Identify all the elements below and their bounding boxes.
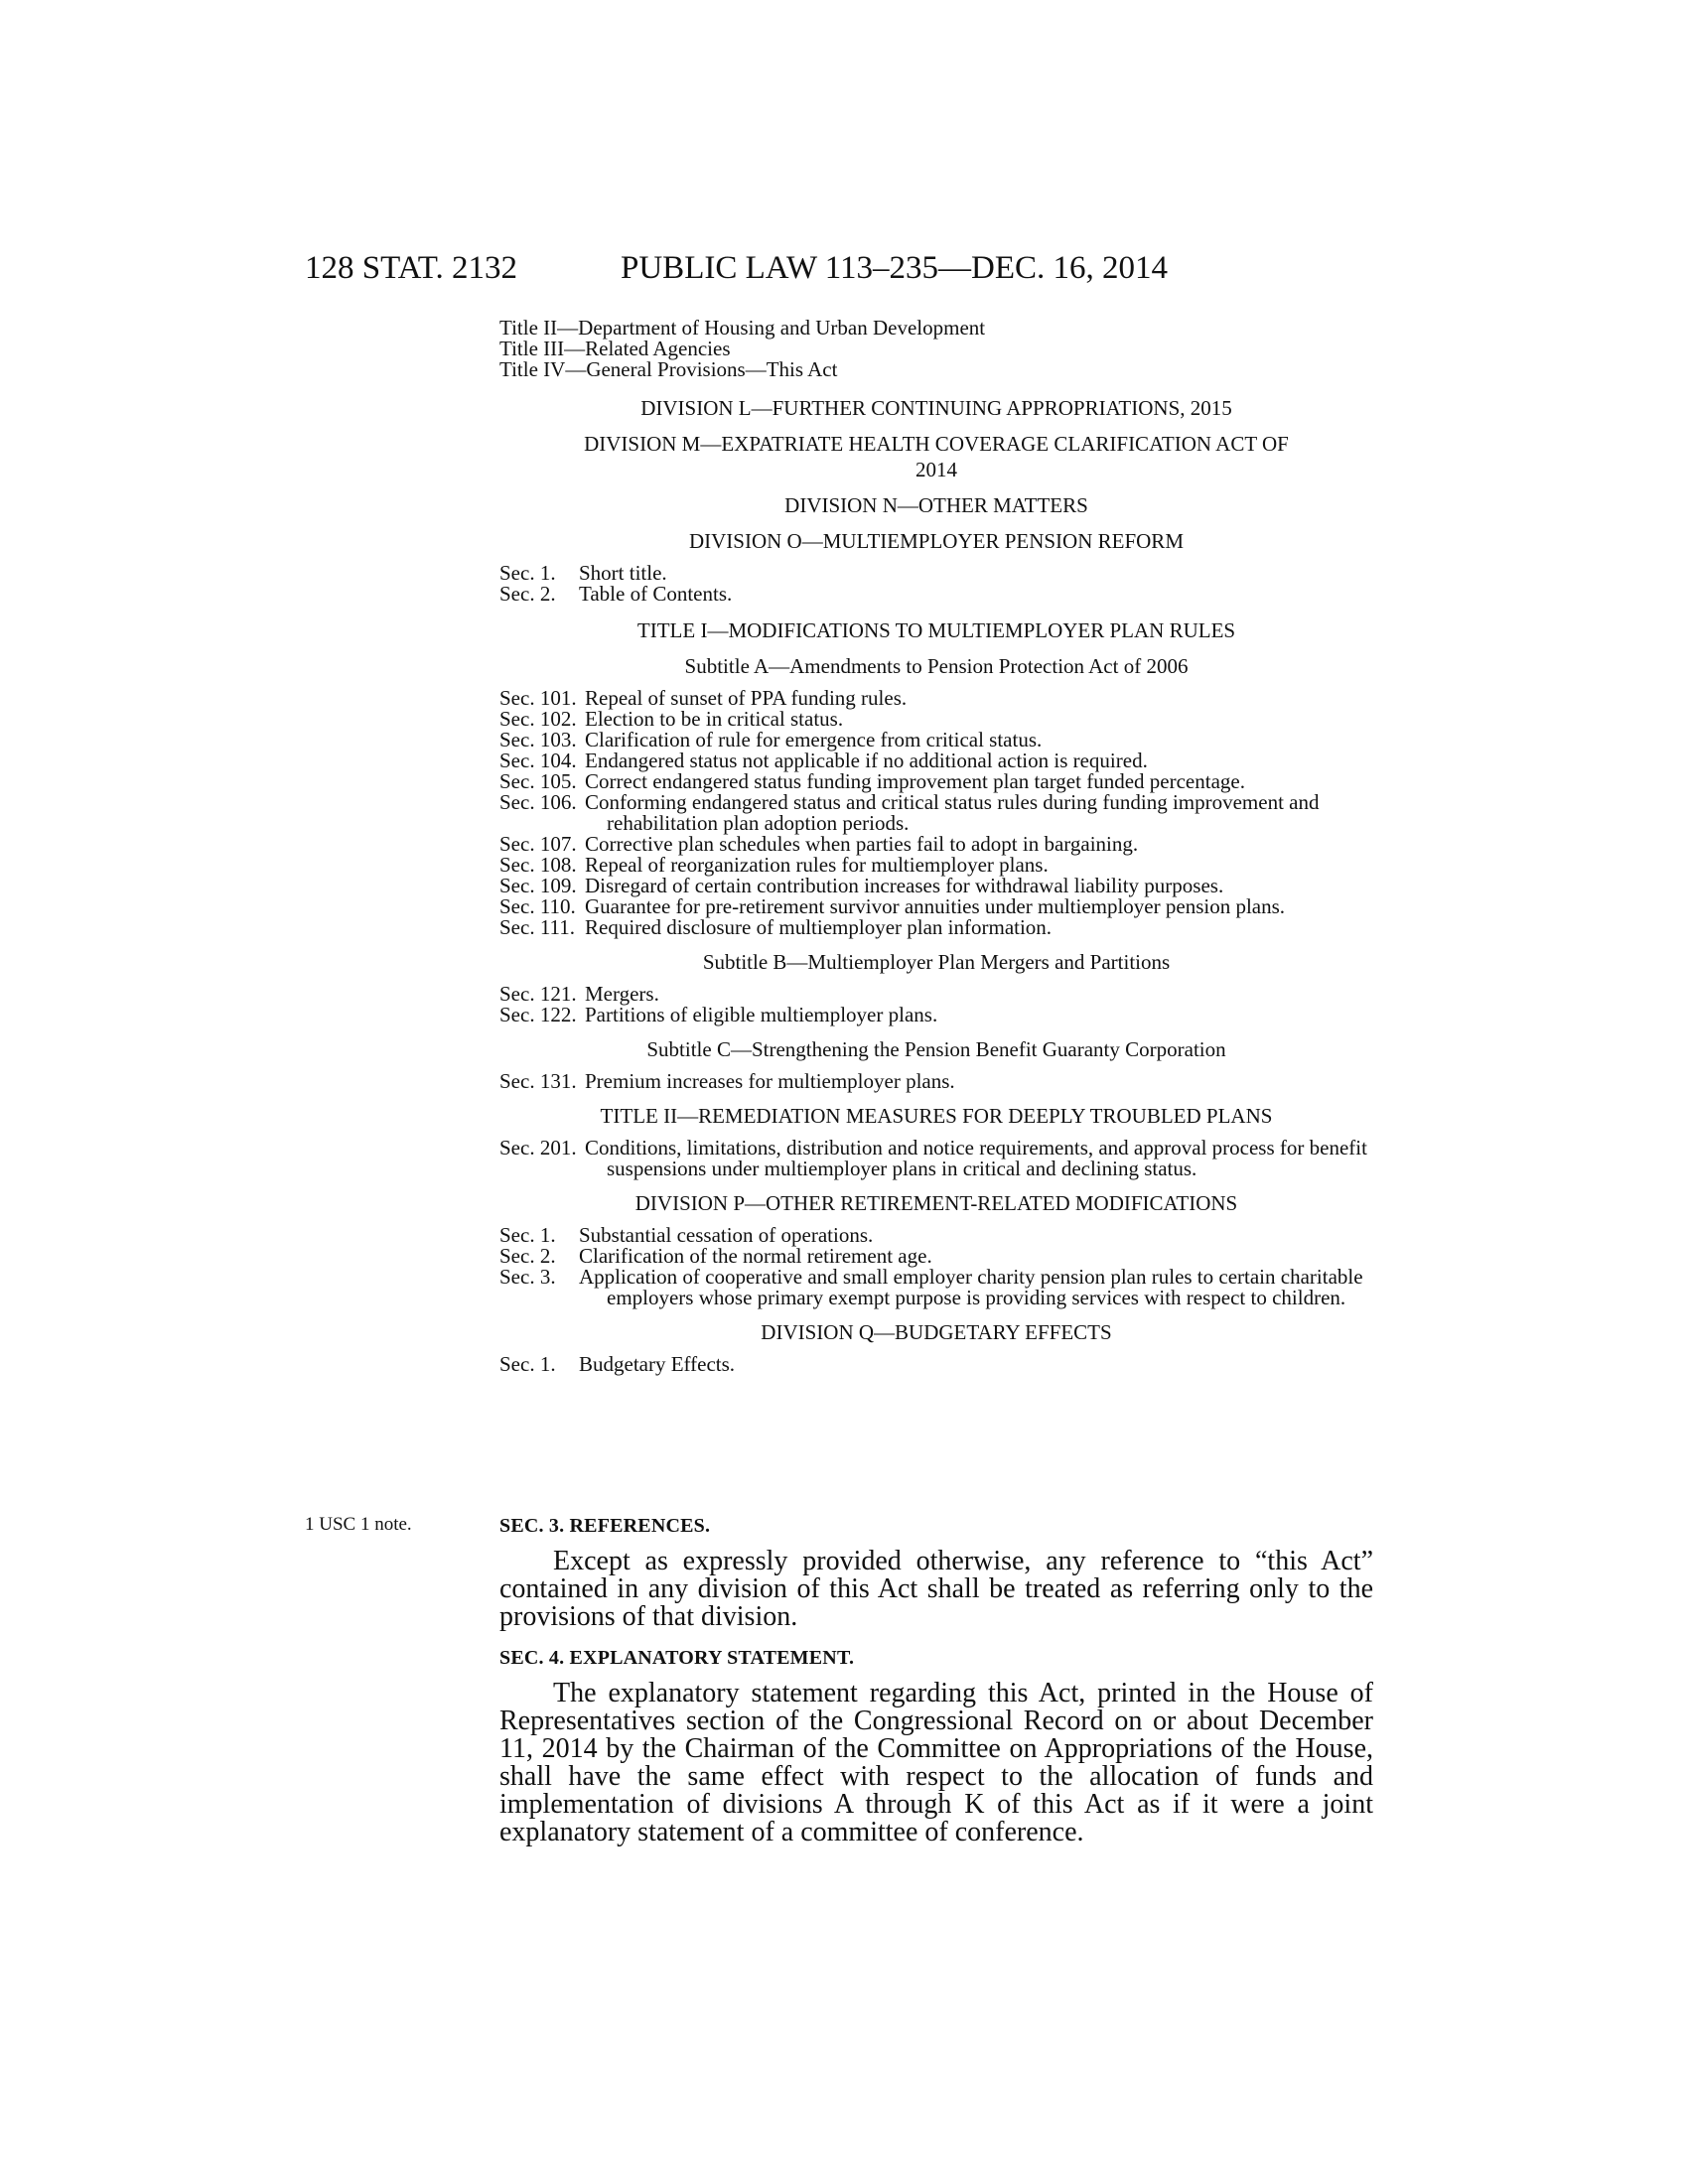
toc-section-entry (499, 1354, 1373, 1375)
section-3-heading: SEC. 3. REFERENCES. (499, 1515, 711, 1537)
toc-section-entry (499, 876, 1373, 896)
section-number: Sec. 103. (499, 728, 577, 751)
section-number: Sec. 2. (499, 582, 556, 606)
table-of-contents (499, 318, 1373, 1375)
subtitle-b-heading: Subtitle B—Multiemployer Plan Mergers and Partitions (702, 950, 1171, 974)
section-title: Endangered status not applicable if no additional action is required. (585, 749, 1148, 772)
section-number: Sec. 104. (499, 749, 577, 772)
toc-section-entry (499, 709, 1373, 730)
section-number: Sec. 109. (499, 874, 577, 897)
section-title: Clarification of the normal retirement age. (579, 1244, 932, 1268)
section-number: Sec. 2. (499, 1244, 556, 1268)
division-m-heading-year: 2014 (915, 458, 957, 481)
division-l-heading: DIVISION L—FURTHER CONTINUING APPROPRIATIONS, 2015 (640, 396, 1232, 420)
section-title: Short title. (579, 561, 667, 585)
section-title: Election to be in critical status. (585, 707, 844, 731)
section-number: Sec. 1. (499, 561, 556, 585)
toc-section-entry (499, 1071, 1373, 1092)
toc-section-entry (499, 1246, 1373, 1267)
toc-section-entry (499, 917, 1373, 938)
section-4-text: The explanatory statement regarding this Act, printed in the House of Representatives section of the Congressional Record on or about December 11, 2014 by the Chairman of the Committee on Appropriations of the House, shall have the same effect with respect to the allocation of funds and implementation of divisions A through K of this Act as if it were a joint explanatory statement of a committee of conference. (499, 1678, 1373, 1847)
subtitle-c-heading: Subtitle C—Strengthening the Pension Benefit Guaranty Corporation (646, 1037, 1226, 1061)
margin-note: 1 USC 1 note. (305, 1514, 412, 1535)
section-title: Premium increases for multiemployer plans. (585, 1069, 955, 1093)
section-number: Sec. 3. (499, 1265, 556, 1289)
division-q-heading: DIVISION Q—BUDGETARY EFFECTS (761, 1320, 1112, 1344)
division-p-heading: DIVISION P—OTHER RETIREMENT-RELATED MODIFICATIONS (634, 1191, 1238, 1215)
section-list (499, 984, 1373, 1025)
division-m-heading: DIVISION M—EXPATRIATE HEALTH COVERAGE CLARIFICATION ACT OF (584, 432, 1289, 456)
toc-section-entry (499, 1225, 1373, 1246)
section-title: Conforming endangered status and critical status rules during funding improvement and rehabilitation plan adoption periods. (585, 790, 1320, 835)
section-number: Sec. 131. (499, 1069, 577, 1093)
section-3-text: Except as expressly provided otherwise, any reference to “this Act” contained in any division of this Act shall be treated as referring only to the provisions of that division. (499, 1546, 1373, 1632)
section-title: Substantial cessation of operations. (579, 1223, 874, 1247)
toc-section-entry (499, 792, 1373, 834)
statute-page-number: 128 STAT. 2132 (305, 250, 518, 286)
section-number: Sec. 122. (499, 1003, 577, 1026)
section-title: Conditions, limitations, distribution and notice requirements, and approval process for benefit suspensions under multiemployer plans in critical and declining status. (585, 1136, 1367, 1180)
section-title: Clarification of rule for emergence from critical status. (585, 728, 1043, 751)
section-title: Required disclosure of multiemployer plan information. (585, 915, 1053, 939)
division-n-heading: DIVISION N—OTHER MATTERS (784, 493, 1088, 517)
section-title: Guarantee for pre-retirement survivor annuities under multiemployer pension plans. (585, 894, 1286, 918)
section-list (499, 1225, 1373, 1308)
toc-section-entry (499, 771, 1373, 792)
toc-section-entry (499, 751, 1373, 771)
toc-section-entry (499, 584, 1373, 605)
title-i-heading: TITLE I—MODIFICATIONS TO MULTIEMPLOYER PLAN RULES (636, 618, 1236, 642)
section-number: Sec. 107. (499, 832, 577, 856)
section-number: Sec. 121. (499, 982, 577, 1006)
section-title: Repeal of reorganization rules for multiemployer plans. (585, 853, 1049, 877)
section-4-heading: SEC. 4. EXPLANATORY STATEMENT. (499, 1647, 855, 1669)
toc-section-entry (499, 1267, 1373, 1308)
title-ii-heading: TITLE II—REMEDIATION MEASURES FOR DEEPLY TROUBLED PLANS (600, 1104, 1273, 1128)
section-number: Sec. 101. (499, 686, 577, 710)
division-o-heading: DIVISION O—MULTIEMPLOYER PENSION REFORM (688, 529, 1184, 553)
section-number: Sec. 111. (499, 915, 576, 939)
section-list (499, 688, 1373, 938)
section-number: Sec. 110. (499, 894, 576, 918)
section-number: Sec. 105. (499, 769, 577, 793)
toc-section-entry (499, 834, 1373, 855)
toc-section-entry (499, 984, 1373, 1005)
section-list (499, 1354, 1373, 1375)
toc-title-line: Title II—Department of Housing and Urban Development (499, 316, 986, 340)
section-list (499, 1071, 1373, 1092)
section-number: Sec. 106. (499, 790, 577, 814)
section-number: Sec. 108. (499, 853, 577, 877)
toc-section-entry (499, 855, 1373, 876)
subtitle-a-heading: Subtitle A—Amendments to Pension Protection Act of 2006 (684, 654, 1189, 678)
section-list (499, 1138, 1373, 1179)
toc-section-entry (499, 1138, 1373, 1179)
section-title: Correct endangered status funding improvement plan target funded percentage. (585, 769, 1245, 793)
section-title: Repeal of sunset of PPA funding rules. (585, 686, 908, 710)
section-title: Application of cooperative and small employer charity pension plan rules to certain charitable employers whose primary exempt purpose is providing services with respect to children. (579, 1265, 1363, 1309)
toc-section-entry (499, 1005, 1373, 1025)
toc-section-entry (499, 730, 1373, 751)
section-title: Mergers. (585, 982, 659, 1006)
section-number: Sec. 102. (499, 707, 577, 731)
toc-title-line: Title IV—General Provisions—This Act (499, 357, 838, 381)
section-list (499, 563, 1373, 605)
body-sections (499, 1515, 1373, 1846)
section-number: Sec. 201. (499, 1136, 577, 1160)
public-law-header: PUBLIC LAW 113–235—DEC. 16, 2014 (621, 250, 1169, 286)
section-title: Partitions of eligible multiemployer plans. (585, 1003, 938, 1026)
section-number: Sec. 1. (499, 1352, 556, 1376)
section-number: Sec. 1. (499, 1223, 556, 1247)
toc-section-entry (499, 896, 1373, 917)
section-title: Corrective plan schedules when parties fail to adopt in bargaining. (585, 832, 1139, 856)
section-title: Budgetary Effects. (579, 1352, 736, 1376)
toc-section-entry (499, 563, 1373, 584)
section-title: Disregard of certain contribution increases for withdrawal liability purposes. (585, 874, 1224, 897)
section-title: Table of Contents. (579, 582, 733, 606)
toc-section-entry (499, 688, 1373, 709)
toc-title-line: Title III—Related Agencies (499, 337, 731, 360)
